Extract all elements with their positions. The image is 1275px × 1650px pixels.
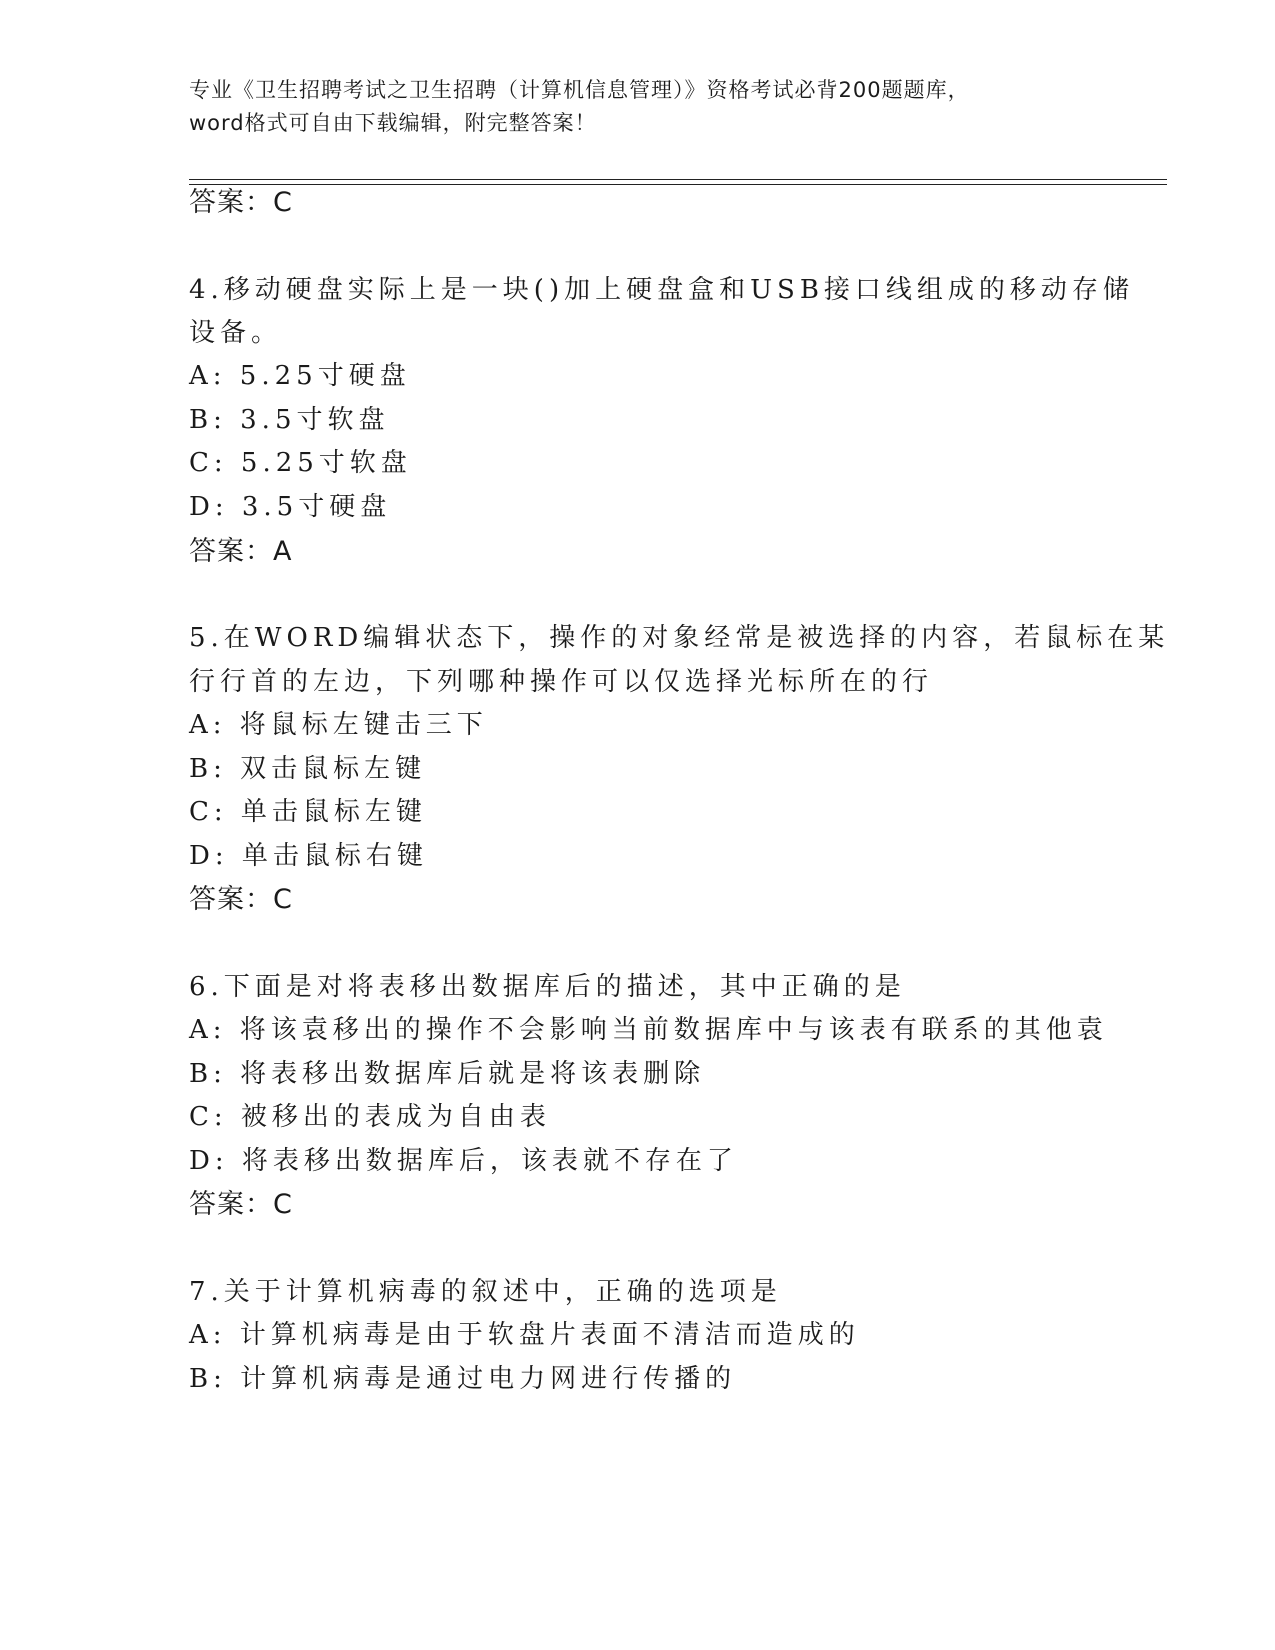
question-7-option-b: B: 计算机病毒是通过电力网进行传播的: [189, 1364, 737, 1394]
question-4-option-a: A: 5.25寸硬盘: [189, 361, 411, 391]
header-line-1: 专业《卫生招聘考试之卫生招聘（计算机信息管理）》资格考试必背200题题库，: [189, 78, 970, 102]
header-divider-bottom: [189, 184, 1167, 185]
answer-previous: 答案：C: [189, 187, 293, 218]
question-4-option-d: D: 3.5寸硬盘: [189, 492, 392, 522]
question-6-option-b: B: 将表移出数据库后就是将该表删除: [189, 1059, 706, 1089]
question-4-option-b: B: 3.5寸软盘: [189, 405, 390, 435]
question-5-option-b: B: 双击鼠标左键: [189, 754, 427, 784]
question-6-text-line-1: 6.下面是对将表移出数据库后的描述，其中正确的是: [189, 972, 906, 1002]
question-5-text-line-1: 5.在WORD编辑状态下，操作的对象经常是被选择的内容，若鼠标在某: [189, 623, 1170, 653]
question-6-option-a: A: 将该袁移出的操作不会影响当前数据库中与该表有联系的其他袁: [189, 1015, 1108, 1045]
question-5-option-c: C: 单击鼠标左键: [189, 797, 427, 827]
question-7-text-line-1: 7.关于计算机病毒的叙述中，正确的选项是: [189, 1277, 782, 1307]
question-4-option-c: C: 5.25寸软盘: [189, 448, 412, 478]
document-header: [189, 74, 1089, 140]
question-5-text-line-2: 行行首的左边，下列哪种操作可以仅选择光标所在的行: [189, 667, 934, 697]
question-6-option-c: C: 被移出的表成为自由表: [189, 1102, 551, 1132]
question-4-answer: 答案：A: [189, 536, 293, 567]
question-7-option-a: A: 计算机病毒是由于软盘片表面不清洁而造成的: [189, 1320, 860, 1350]
question-5-option-a: A: 将鼠标左键击三下: [189, 710, 488, 740]
header-line-2: word格式可自由下载编辑，附完整答案！: [189, 111, 597, 135]
question-4-text-line-1: 4.移动硬盘实际上是一块()加上硬盘盒和USB接口线组成的移动存储: [189, 275, 1134, 305]
question-5-answer: 答案：C: [189, 884, 293, 915]
question-6-option-d: D: 将表移出数据库后，该表就不存在了: [189, 1146, 738, 1176]
header-divider-top: [189, 179, 1167, 180]
question-6-answer: 答案：C: [189, 1189, 293, 1220]
question-5-option-d: D: 单击鼠标右键: [189, 841, 428, 871]
question-4-text-line-2: 设备。: [189, 318, 283, 348]
